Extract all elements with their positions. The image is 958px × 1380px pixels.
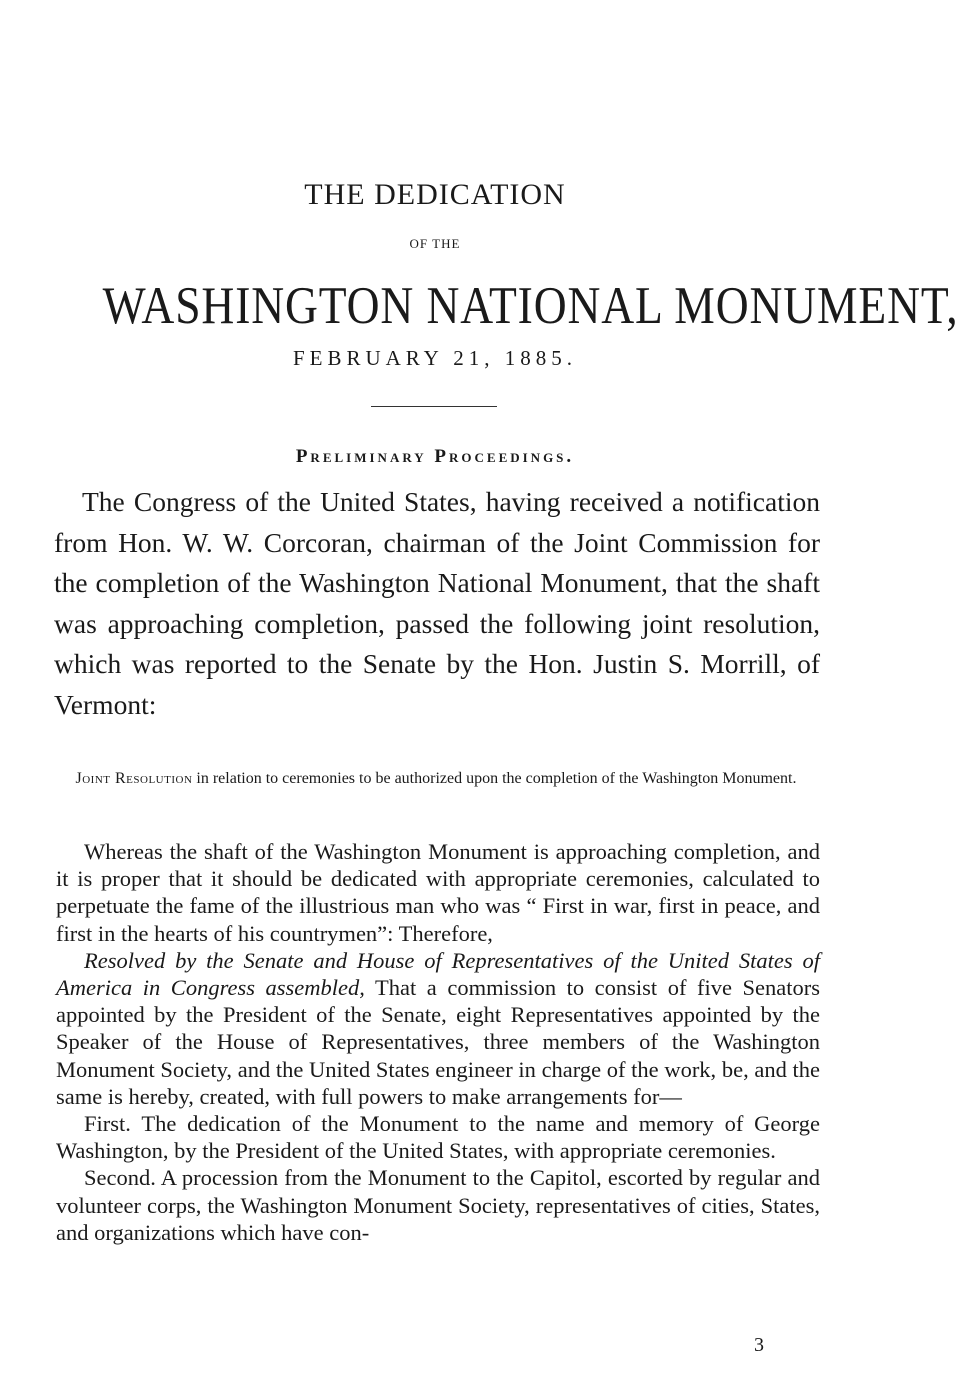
title-rule bbox=[371, 406, 497, 407]
resolved-rest: That a commission to consist of five Senators appointed by the President of the Senate, eight Representatives appointed by the Speaker of the House of Representatives, three members of the Washington Monument Society, and the United States engineer in charge of the work, be, and the same is hereby, created, with full powers to make arrangements for— bbox=[56, 975, 820, 1109]
resolution-heading-lead: Joint Resolution bbox=[75, 770, 193, 787]
intro-paragraph-block bbox=[54, 482, 820, 725]
page-number: 3 bbox=[754, 1334, 764, 1356]
resolution-heading bbox=[52, 768, 820, 789]
resolution-body bbox=[56, 838, 820, 1246]
whereas-paragraph: Whereas the shaft of the Washington Monument is approaching completion, and it is proper that it should be dedicated with appropriate ceremonies, calculated to perpetuate the fame of the illustrious man who was “ First in war, first in peace, and first in the hearts of his countrymen”: Therefore, bbox=[56, 839, 820, 946]
main-title: WASHINGTON NATIONAL MONUMENT, bbox=[102, 277, 958, 335]
second-paragraph: Second. A procession from the Monument to the Capitol, escorted by regular and volunteer corps, the Washington Monument Society, representatives of cities, States, and organizations which have con- bbox=[56, 1165, 820, 1245]
resolution-heading-rest: in relation to ceremonies to be authorized upon the completion of the Washington Monument. bbox=[192, 770, 797, 787]
intro-paragraph: The Congress of the United States, having received a notification from Hon. W. W. Corcoran, chairman of the Joint Commission for the completion of the Washington National Monument, that the shaft was approaching completion, passed the following joint resolution, which was reported to the Senate by the Hon. Justin S. Morrill, of Vermont: bbox=[54, 486, 820, 720]
resolved-paragraph bbox=[56, 947, 820, 1110]
section-heading: Preliminary Proceedings. bbox=[295, 446, 575, 467]
title-line-the-dedication: THE DEDICATION bbox=[304, 178, 566, 211]
first-paragraph: First. The dedication of the Monument to the name and memory of George Washington, by the President of the United States, with appropriate ceremonies. bbox=[56, 1111, 820, 1164]
resolved-italic: Resolved by the Senate and House of Representatives of the United States of America in Congress assembled, bbox=[56, 947, 820, 1001]
title-line-of-the: OF THE bbox=[409, 236, 461, 251]
date-line: FEBRUARY 21, 1885. bbox=[292, 346, 578, 370]
